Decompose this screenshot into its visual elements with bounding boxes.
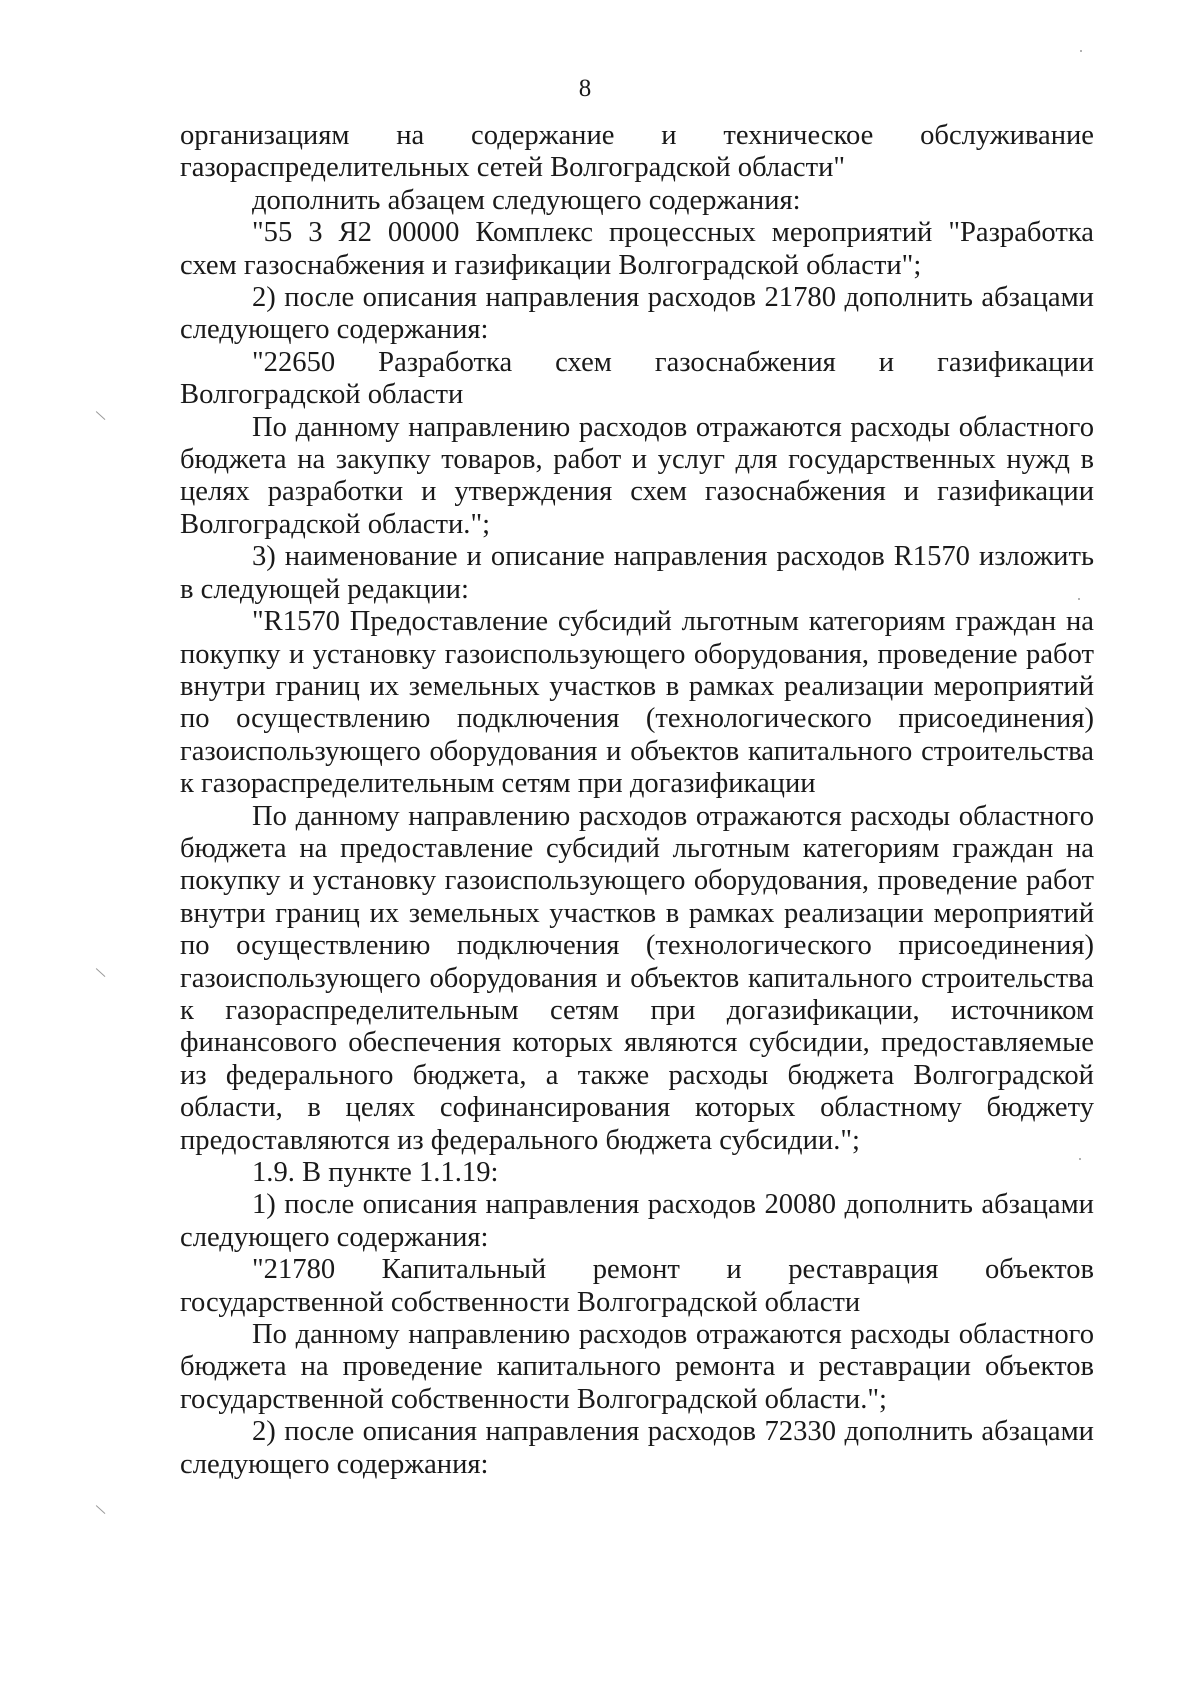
paragraph: 1) после описания направления расходов 20080 дополнить абзацами следующего содержания:	[180, 1189, 1094, 1253]
scan-artifact	[96, 411, 106, 420]
paragraph: По данному направлению расходов отражаются расходы областного бюджета на закупку товаров, работ и услуг для государственных нужд в целях разработки и утверждения схем газоснабжения и газификации Волгоградской области.";	[180, 411, 1094, 540]
paragraph: "55 3 Я2 00000 Комплекс процессных мероприятий "Разработка схем газоснабжения и газификации Волгоградской области";	[180, 217, 1094, 281]
paragraph: "R1570 Предоставление субсидий льготным категориям граждан на покупку и установку газоиспользующего оборудования, проведение работ внутри границ их земельных участков в рамках реализации мероприятий по осуществлению подключения (технологического присоединения) газоиспользующего оборудования и объектов капитального строительства к газораспределительным сетям при догазификации	[180, 606, 1094, 800]
paragraph-line: Волгоградской области	[180, 379, 464, 411]
paragraph: 2) после описания направления расходов 72330 дополнить абзацами следующего содержания:	[180, 1416, 1094, 1480]
page-number: 8	[578, 75, 592, 102]
paragraph	[180, 347, 1094, 412]
paragraph-line: государственной собственности Волгоградской области	[180, 1286, 861, 1318]
document-body	[180, 120, 1094, 1481]
scan-artifact	[1079, 1158, 1081, 1160]
scan-artifact	[96, 1505, 106, 1514]
scan-artifact	[96, 968, 106, 977]
paragraph-line: газораспределительных сетей Волгоградской области"	[180, 152, 846, 184]
scan-artifact	[1078, 598, 1080, 600]
paragraph: По данному направлению расходов отражаются расходы областного бюджета на предоставление субсидий льготным категориям граждан на покупку и установку газоиспользующего оборудования, проведение работ внутри границ их земельных участков в рамках реализации мероприятий по осуществлению подключения (технологического присоединения) газоиспользующего оборудования и объектов капитального строительства к газораспределительным сетям при догазификации, источником финансового обеспечения которых являются субсидии, предоставляемые из федерального бюджета, а также расходы бюджета Волгоградской области, в целях софинансирования которых областному бюджету предоставляются из федерального бюджета субсидии.";	[180, 800, 1094, 1156]
paragraph: 1.9. В пункте 1.1.19:	[252, 1157, 499, 1188]
paragraph: дополнить абзацем следующего содержания:	[252, 184, 801, 216]
paragraph: По данному направлению расходов отражаются расходы областного бюджета на проведение капитального ремонта и реставрации объектов государственной собственности Волгоградской области.";	[180, 1319, 1094, 1415]
paragraph	[180, 120, 1094, 185]
paragraph-line: "22650 Разработка схем газоснабжения и газификации	[252, 346, 1094, 378]
scan-artifact	[1080, 50, 1082, 52]
paragraph: 3) наименование и описание направления расходов R1570 изложить в следующей редакции:	[180, 541, 1094, 605]
paragraph: 2) после описания направления расходов 21780 дополнить абзацами следующего содержания:	[180, 282, 1094, 346]
paragraph-line: "21780 Капитальный ремонт и реставрация объектов	[252, 1254, 1094, 1286]
paragraph	[180, 1254, 1094, 1319]
paragraph-line: организациям на содержание и техническое обслуживание	[180, 120, 1094, 151]
